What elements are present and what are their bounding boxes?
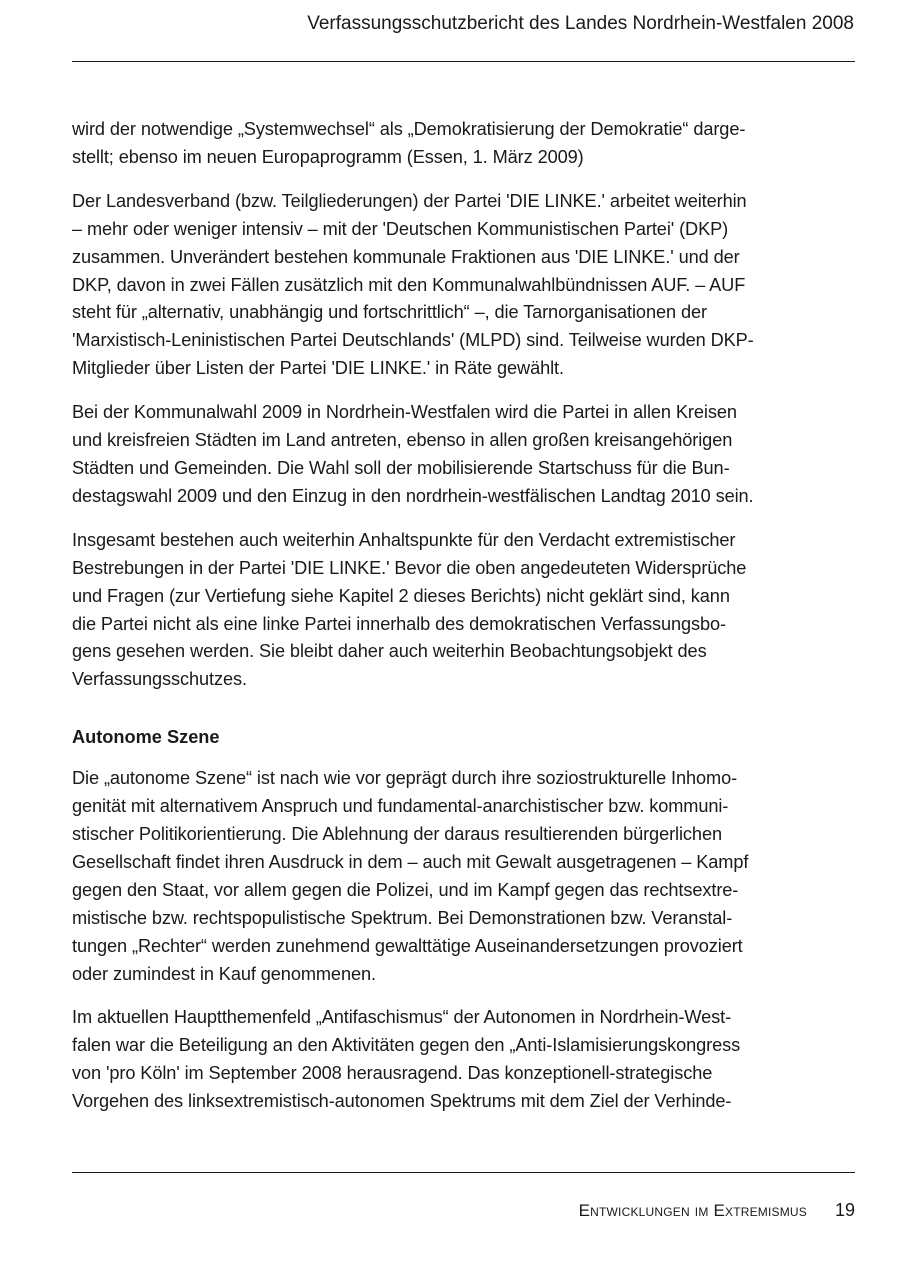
- text-line: Vorgehen des linksextremistisch-autonomen Spektrums mit dem Ziel der Verhinde-: [72, 1091, 732, 1112]
- paragraph: [72, 188, 816, 383]
- running-header-title: Verfassungsschutzbericht des Landes Nordrhein-Westfalen 2008: [307, 13, 854, 34]
- text-line: und kreisfreien Städten im Land antreten, ebenso in allen großen kreisangehörigen: [72, 430, 733, 451]
- text-line: DKP, davon in zwei Fällen zusätzlich mit den Kommunalwahlbündnissen AUF. – AUF: [72, 274, 746, 295]
- intro-paragraphs: [72, 116, 816, 694]
- header-rule: [72, 61, 855, 62]
- text-line: Der Landesverband (bzw. Teilgliederungen) der Partei 'DIE LINKE.' arbeitet weiterhin: [72, 190, 747, 211]
- text-line: destagswahl 2009 und den Einzug in den nordrhein-westfälischen Landtag 2010 sein.: [72, 485, 754, 506]
- text-line: gegen den Staat, vor allem gegen die Polizei, und im Kampf gegen das rechtsextre-: [72, 879, 739, 900]
- text-line: tungen „Rechter“ werden zunehmend gewalttätige Auseinandersetzungen provoziert: [72, 935, 743, 956]
- text-line: und Fragen (zur Vertiefung siehe Kapitel 2 dieses Berichts) nicht geklärt sind, kann: [72, 585, 730, 606]
- text-line: Gesellschaft findet ihren Ausdruck in dem – auch mit Gewalt ausgetragenen – Kampf: [72, 851, 749, 872]
- page-number: 19: [834, 1200, 855, 1220]
- text-line: falen war die Beteiligung an den Aktivitäten gegen den „Anti-Islamisierungskongress: [72, 1035, 741, 1056]
- text-line: Im aktuellen Hauptthemenfeld „Antifaschismus“ der Autonomen in Nordrhein-West-: [72, 1007, 732, 1028]
- section-heading: Autonome Szene: [72, 727, 220, 748]
- footer-rule: [72, 1172, 855, 1173]
- text-line: Städten und Gemeinden. Die Wahl soll der mobilisierende Startschuss für die Bun-: [72, 457, 730, 478]
- page-body: [72, 116, 816, 1132]
- section-paragraphs: [72, 765, 816, 1116]
- text-line: Mitglieder über Listen der Partei 'DIE LINKE.' in Räte gewählt.: [72, 358, 564, 379]
- text-line: stellt; ebenso im neuen Europaprogramm (Essen, 1. März 2009): [72, 146, 584, 167]
- text-line: Bestrebungen in der Partei 'DIE LINKE.' Bevor die oben angedeuteten Widersprüche: [72, 557, 747, 578]
- text-line: steht für „alternativ, unabhängig und fortschrittlich“ –, die Tarnorganisationen der: [72, 302, 707, 323]
- text-line: mistische bzw. rechtspopulistische Spektrum. Bei Demonstrationen bzw. Veranstal-: [72, 907, 733, 928]
- text-line: Bei der Kommunalwahl 2009 in Nordrhein-Westfalen wird die Partei in allen Kreisen: [72, 402, 737, 423]
- footer-section-label: Entwicklungen im Extremismus: [578, 1201, 807, 1220]
- paragraph: [72, 527, 816, 694]
- text-line: genität mit alternativem Anspruch und fundamental-anarchistischer bzw. kommuni-: [72, 796, 729, 817]
- text-line: die Partei nicht als eine linke Partei innerhalb des demokratischen Verfassungsbo-: [72, 613, 727, 634]
- text-line: gens gesehen werden. Sie bleibt daher auch weiterhin Beobachtungsobjekt des: [72, 641, 707, 662]
- paragraph: [72, 765, 816, 988]
- text-line: Die „autonome Szene“ ist nach wie vor geprägt durch ihre soziostrukturelle Inhomo-: [72, 768, 738, 789]
- paragraph: [72, 399, 816, 511]
- text-line: wird der notwendige „Systemwechsel“ als „Demokratisierung der Demokratie“ darge-: [72, 119, 746, 139]
- paragraph: [72, 1004, 816, 1116]
- text-line: von 'pro Köln' im September 2008 herausragend. Das konzeptionell-strategische: [72, 1063, 713, 1084]
- text-line: oder zumindest in Kauf genommenen.: [72, 963, 376, 984]
- text-line: 'Marxistisch-Leninistischen Partei Deutschlands' (MLPD) sind. Teilweise wurden DKP-: [72, 330, 754, 351]
- text-line: – mehr oder weniger intensiv – mit der 'Deutschen Kommunistischen Partei' (DKP): [72, 218, 729, 239]
- text-line: Insgesamt bestehen auch weiterhin Anhaltspunkte für den Verdacht extremistischer: [72, 529, 736, 550]
- text-line: Verfassungsschutzes.: [72, 669, 247, 690]
- text-line: zusammen. Unverändert bestehen kommunale Fraktionen aus 'DIE LINKE.' und der: [72, 246, 740, 267]
- text-line: stischer Politikorientierung. Die Ablehnung der daraus resultierenden bürgerlichen: [72, 824, 722, 845]
- paragraph: [72, 116, 816, 172]
